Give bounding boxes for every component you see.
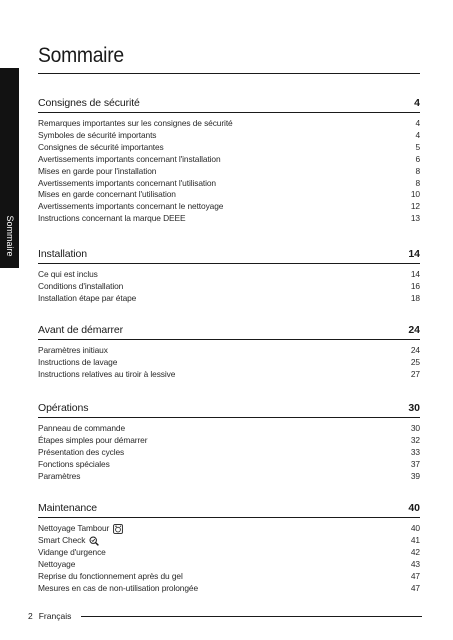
toc-entry[interactable] — [38, 189, 420, 201]
entry-title: Avertissements importants concernant l'installation — [38, 153, 221, 164]
toc-section-before-start — [38, 324, 420, 381]
entry-page: 10 — [410, 189, 420, 200]
entry-page: 40 — [410, 523, 420, 533]
entry-page: 4 — [415, 118, 420, 128]
entry-page: 33 — [410, 446, 420, 457]
entry-page: 32 — [410, 434, 420, 445]
entry-page: 18 — [410, 292, 420, 303]
entry-page: 16 — [410, 280, 420, 291]
entry-title: Consignes de sécurité importantes — [38, 141, 164, 152]
section-page: 40 — [408, 502, 420, 514]
section-heading[interactable] — [38, 502, 420, 518]
side-tab — [0, 68, 19, 268]
title-rule — [38, 73, 420, 74]
toc-entry[interactable] — [38, 281, 420, 293]
entry-page: 47 — [410, 582, 420, 593]
section-page: 24 — [408, 324, 420, 336]
entry-page: 24 — [410, 345, 420, 355]
section-title: Installation — [38, 248, 87, 260]
page-footer — [28, 611, 422, 621]
toc-entry[interactable] — [38, 357, 420, 369]
entry-page: 39 — [410, 470, 420, 481]
section-heading[interactable] — [38, 97, 420, 113]
entry-page: 27 — [410, 368, 420, 379]
entry-title: Conditions d'installation — [38, 280, 124, 291]
entry-page: 37 — [410, 458, 420, 469]
entry-title: Fonctions spéciales — [38, 458, 110, 469]
section-heading[interactable] — [38, 248, 420, 264]
entry-page: 42 — [410, 546, 420, 557]
entry-title: Vidange d'urgence — [38, 546, 106, 557]
toc-entry[interactable] — [38, 142, 420, 154]
entry-title: Présentation des cycles — [38, 446, 125, 457]
section-title: Opérations — [38, 402, 89, 414]
toc-entry[interactable] — [38, 583, 420, 595]
footer-rule — [81, 616, 422, 617]
toc-entry[interactable] — [38, 213, 420, 225]
toc-entry[interactable] — [38, 178, 420, 190]
entry-title: Instructions de lavage — [38, 356, 118, 367]
toc-section-safety — [38, 97, 420, 225]
section-page: 30 — [408, 402, 420, 414]
toc-entry[interactable] — [38, 423, 420, 435]
page-title: Sommaire — [38, 44, 124, 67]
entry-page: 5 — [415, 141, 420, 152]
toc-entry[interactable] — [38, 435, 420, 447]
entry-page: 12 — [410, 201, 420, 212]
entry-title: Paramètres initiaux — [38, 345, 108, 355]
toc-entry[interactable] — [38, 345, 420, 357]
toc-entry[interactable] — [38, 447, 420, 459]
toc-entry[interactable] — [38, 535, 420, 547]
section-heading[interactable] — [38, 402, 420, 418]
entry-page: 13 — [410, 213, 420, 224]
entry-page: 25 — [410, 356, 420, 367]
entry-page: 8 — [415, 177, 420, 188]
entry-page: 8 — [415, 165, 420, 176]
toc-entry[interactable] — [38, 369, 420, 381]
entry-title: Mises en garde concernant l'utilisation — [38, 189, 176, 200]
entry-title: Mesures en cas de non-utilisation prolongée — [38, 582, 199, 593]
section-title: Avant de démarrer — [38, 324, 124, 336]
entry-title: Smart Check — [38, 534, 86, 545]
entry-title: Ce qui est inclus — [38, 269, 98, 279]
toc-entry[interactable] — [38, 130, 420, 142]
entry-title: Remarques importantes sur les consignes de sécurité — [38, 118, 233, 128]
entry-title: Instructions concernant la marque DEEE — [38, 213, 186, 224]
entry-title: Installation étape par étape — [38, 292, 137, 303]
toc-entry[interactable] — [38, 154, 420, 166]
entry-page: 4 — [415, 129, 420, 140]
entry-page: 6 — [415, 153, 420, 164]
toc-entry[interactable] — [38, 559, 420, 571]
section-page: 4 — [414, 97, 420, 109]
entry-title: Nettoyage — [38, 558, 76, 569]
toc-entry[interactable] — [38, 523, 420, 535]
section-heading[interactable] — [38, 324, 420, 340]
toc-entry[interactable] — [38, 201, 420, 213]
entry-page: 30 — [410, 423, 420, 433]
toc-entry[interactable] — [38, 118, 420, 130]
entry-page: 14 — [410, 269, 420, 279]
entry-page: 43 — [410, 558, 420, 569]
footer-language: Français — [38, 611, 72, 621]
side-tab-label: Sommaire — [5, 215, 15, 257]
entry-title: Reprise du fonctionnement après du gel — [38, 570, 183, 581]
entry-title: Symboles de sécurité importants — [38, 129, 157, 140]
toc-section-maintenance — [38, 502, 420, 594]
footer-page-number: 2 — [28, 611, 33, 621]
entry-page: 41 — [410, 534, 420, 545]
entry-title: Avertissements importants concernant l'utilisation — [38, 177, 216, 188]
toc-section-installation — [38, 248, 420, 305]
section-page: 14 — [408, 248, 420, 260]
entry-title: Avertissements importants concernant le nettoyage — [38, 201, 224, 212]
section-title: Maintenance — [38, 502, 98, 514]
toc-entry[interactable] — [38, 293, 420, 305]
entry-title: Étapes simples pour démarrer — [38, 434, 148, 445]
toc-entry[interactable] — [38, 269, 420, 281]
entry-title: Nettoyage Tambour — [38, 523, 110, 533]
entry-page: 47 — [410, 570, 420, 581]
entry-title: Instructions relatives au tiroir à lessive — [38, 368, 176, 379]
toc-entry[interactable] — [38, 471, 420, 483]
smart-check-icon — [89, 536, 99, 546]
entry-title: Paramètres — [38, 470, 81, 481]
toc-entry[interactable] — [38, 166, 420, 178]
section-title: Consignes de sécurité — [38, 97, 140, 109]
toc-entry[interactable] — [38, 459, 420, 471]
toc-entry[interactable] — [38, 571, 420, 583]
entry-title: Panneau de commande — [38, 423, 126, 433]
toc-section-operations — [38, 402, 420, 483]
toc-entry[interactable] — [38, 547, 420, 559]
entry-title: Mises en garde pour l'installation — [38, 165, 157, 176]
drum-clean-icon — [113, 524, 123, 534]
